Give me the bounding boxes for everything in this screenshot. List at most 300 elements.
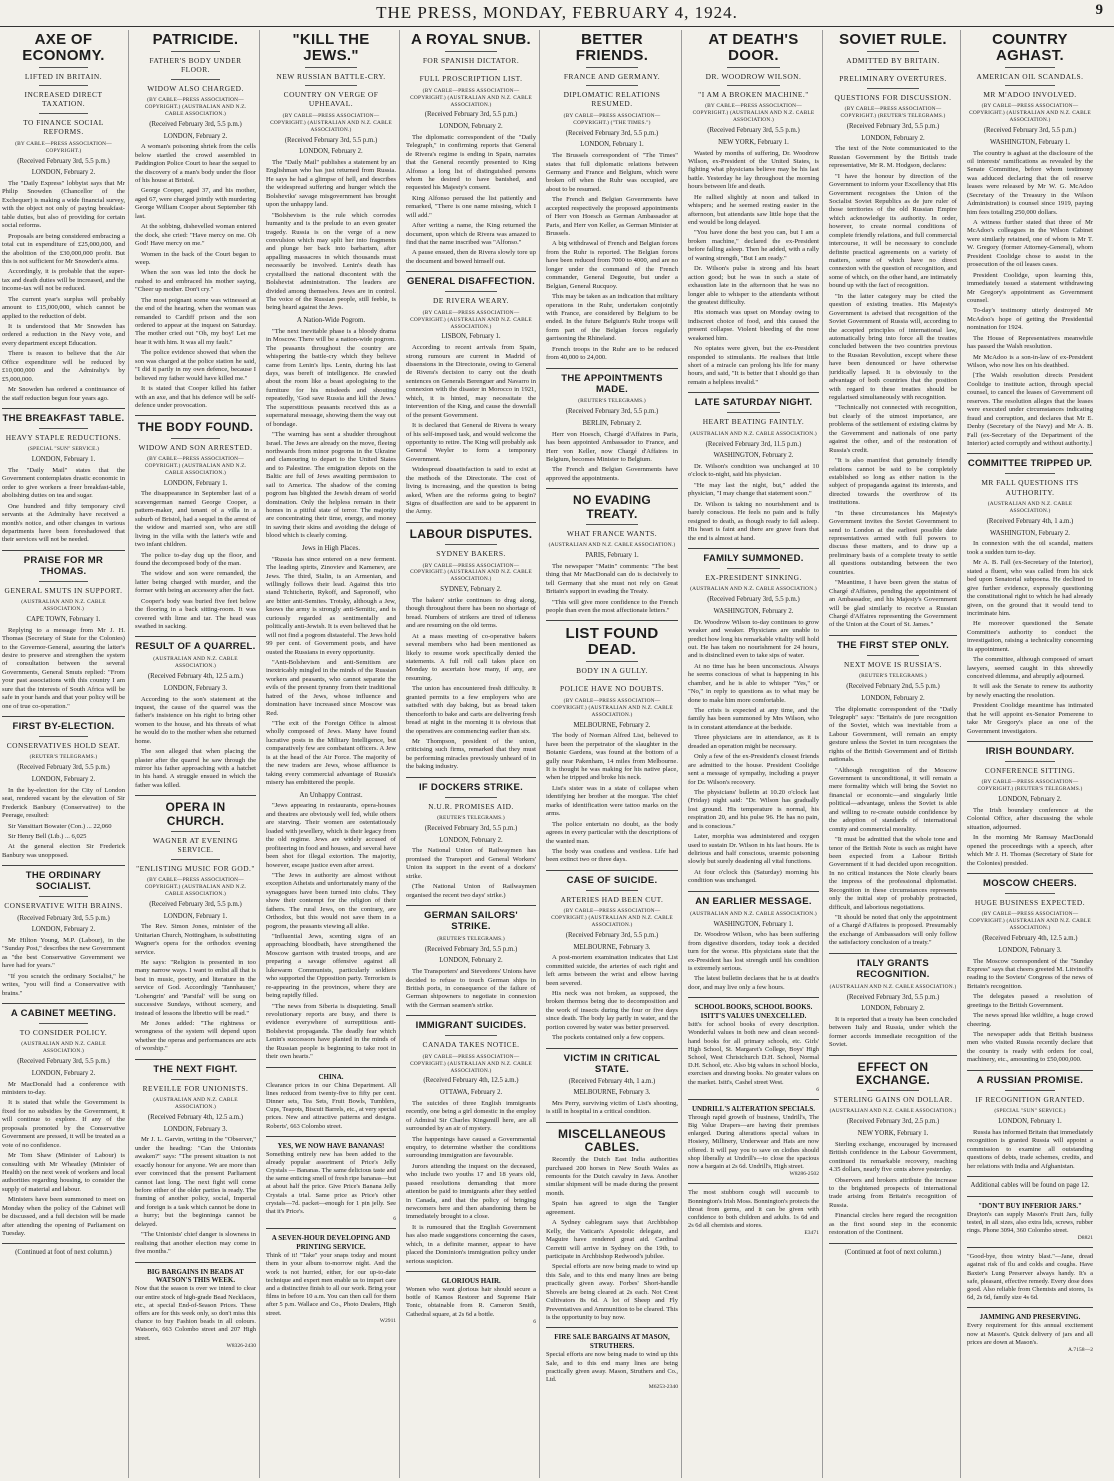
paragraph: Herr von Hoesch, Chargé d'Affaires in Paris, has been appointed Ambassador to France, and Herr von Keller, now Chargé d'Affaires in Belgium, becomes Minister to Belgium. — [546, 430, 678, 464]
ad-body: Drayton's can supply Mason's Fruit Jars, fully tested, in all sizes, also extra lids, screws, rubber rings. Phone 3094, 360 Colombo street. — [967, 1210, 1093, 1234]
deck-rule — [1005, 67, 1055, 68]
headline: LIST FOUND DEAD. — [565, 625, 659, 659]
received-time: (Received February 3rd, 5.5 p.m.) — [565, 408, 659, 416]
headline: PRAISE FOR MR THOMAS. — [23, 554, 104, 577]
ad-code: W8326-2430 — [226, 1342, 256, 1349]
wire-credit: (BY CABLE—PRESS ASSOCIATION—COPYRIGHT.) (REUTER'S TELEGRAMS.) — [840, 106, 946, 120]
subheadline: CONFERENCE SITTING. — [984, 766, 1076, 775]
deck-rule — [1005, 85, 1055, 86]
received-time: (Received February 3rd, 5.5 p.m.) — [707, 596, 800, 604]
headline: GENERAL DISAFFECTION. — [406, 276, 536, 288]
dateline: LONDON, February 1. — [580, 141, 644, 149]
article — [967, 741, 1093, 868]
article — [406, 522, 536, 772]
crosshead: A Nation-Wide Pogrom. — [296, 315, 366, 324]
paragraph: "The warning has sent a shudder throughout Israel. The Jews are already on the move, fleeing northwards from minor pogroms in the Ukraine and clamouring to depart to the United States and to Palestine. The emigration depots on the Baltic are full of Jews awaiting permission to sail to America. The shadow of the coming pogrom has blighted the Jewish dream of world domination. Only the helpless remain in their homes in a pitiful state of terror. The majority are concentrating their time, energy, and money in saving their skins and avoiding the deluge of blood which is clearly coming. — [266, 431, 396, 540]
ad-body: Special efforts are now being made to wind up this Sale, and to this end many lines are being practically given away. Mason, Struthers and Co., Ltd. — [546, 1351, 678, 1383]
wire-credit: (REUTER'S TELEGRAMS.) — [859, 673, 927, 680]
deck-rule — [171, 438, 219, 439]
paragraph: "Russia has since entered on a new ferment. The leading spirits, Zinoviev and Kamenev, are Jews. The third, Stalin, is an Armenian, and willingly follows their lead. Against this trio stand Tchitcherin, Rykoff, and Sapronoff, who are bitter anti-Semites. Trotsky, although a Jew, knows the army is strongly anti-Semitic, and is curiously regarded as sentimentally and politically anti-Jewish. It is even believed that he will not find a pogrom distasteful. The Jews hold 99 per cent. of Government posts, and have ousted the Russians in every opportunity. — [266, 555, 396, 656]
wire-credit: (REUTER'S TELEGRAMS.) — [437, 815, 505, 822]
deck-rule — [867, 88, 918, 89]
received-time: (Received February 4th, 1 a.m.) — [986, 518, 1074, 526]
received-time: (Received February 3rd, 5.5 p.m.) — [17, 764, 110, 772]
received-time: (Received February 3rd, 11.5 p.m.) — [705, 440, 802, 448]
paragraph: Proposals are being considered embracing a total cut in expenditure of £25,000,000, and the abolition of the £30,000,000 profit. But this is not sufficient for Mr Snowden's aims. — [2, 232, 125, 265]
deck-rule — [1005, 761, 1055, 762]
paragraph: He says: "Religion is presented in too many narrow ways. I want to enlist all that is best in music, poetry, and literature in the service of God. Accordingly 'Tannhauser,' 'Lohengrin' and 'Parsifal' will be sung on successive Sundays, without scenery, and instead of lessons the libretto will be read." — [135, 958, 256, 1017]
received-time: (Received February 3rd, 5.5 p.m.) — [846, 122, 940, 130]
crosshead: Jews in High Places. — [302, 543, 360, 552]
paragraph: Accordingly, it is probable that the super-tax and death duties will be increased, and the income-tax will not be reduced. — [2, 268, 125, 293]
column-1 — [2, 30, 129, 1478]
paragraph: The Brussels correspondent of "The Times" states that full diplomatic relations between Germany and France and Belgium, which were broken off when the Ruhr was occupied, are about to be resumed. — [546, 152, 678, 193]
paragraph: The current year's surplus will probably amount to £15,000,000, which cannot be applied to the reduction of debt. — [2, 295, 125, 320]
ad-title: FIRE SALE BARGAINS AT MASON, STRUTHERS. — [554, 1333, 670, 1351]
received-time: (Received February 4th, 1 a.m.) — [568, 1077, 656, 1085]
deck-rule — [727, 412, 779, 413]
ad-title: JAMMING AND PRESERVING. — [979, 1313, 1081, 1322]
paragraph: Only a few of the ex-President's closest friends are admitted to the house. President Coolidge sent a message of sympathy, including a prayer for Dr. Wilson's recovery. — [688, 753, 819, 786]
subheadline: PRELIMINARY OVERTURES. — [839, 74, 947, 84]
advertisement — [688, 1105, 819, 1178]
ad-title: SCHOOL BOOKS, SCHOOL BOOKS. ISITT'S VALUES UNEXCELLED. — [694, 1003, 813, 1021]
wire-credit: (REUTER'S TELEGRAMS.) — [437, 935, 505, 942]
advertisement — [135, 1268, 256, 1350]
deck-rule — [39, 428, 88, 429]
paragraph: To-day's testimony utterly destroyed Mr McAdoo's hope of getting the Presidential nomination for 1924. — [967, 307, 1093, 332]
subheadline: TO CONSIDER POLICY. — [19, 1027, 108, 1037]
dateline: LONDON, February 2. — [31, 776, 96, 784]
dateline: OTTAWA, February 2. — [439, 1089, 503, 1097]
paragraph: In the by-election for the City of London seat, rendered vacant by the elevation of Sir Frederick Banbury (Conservative) to the Peerage, resulted: — [2, 786, 125, 820]
headline: BETTER FRIENDS. — [575, 31, 649, 64]
paragraph: The disappearance in September last of a scavengerman named George Cooper, a pattern-maker, and tenant of a villa in a suburb of Bristol, had a sequel in the arrest of the widow and married son, who are still living in the villa with the latter's wife and two infant children. — [135, 490, 256, 549]
wire-credit: (SPECIAL "SUN" SERVICE.) — [994, 1108, 1066, 1115]
subheadline: CONSERVATIVE WITH BRAINS. — [4, 901, 123, 911]
column-5 — [546, 30, 682, 1478]
paragraph: Three physicians are in attendance, as it is dreaded an operation might be necessary. — [688, 734, 819, 750]
article-divider — [406, 522, 536, 523]
ad-body: Something entirely new has been added to the already popular assortment of Price's Jelly Crystals — Bananas. The same delicious taste and the same enticing smell of fresh ripe bananas—but at about half the price. Give Price's Banana Jelly Crystals a trial. Same price as Price's other crystals—7d. packet—enough for 1 pin jelly. See that it's Price's. — [266, 1150, 396, 1215]
article — [406, 777, 536, 900]
deck-rule — [586, 85, 639, 86]
paragraph: Widespread dissatisfaction is said to exist at the methods of the Directorate. The cost of living is increasing, and the question is being asked, When are the reforms going to begin? Signs of disaffection are said to be apparent in the Army. — [406, 466, 536, 516]
article-divider — [406, 905, 536, 906]
paragraph: His neck was not broken, as supposed, the broken thermos being due to decomposition and the work of insects during the four or five days since death. The body lay partly in water, and the portion covered by water was better preserved. — [546, 990, 678, 1031]
paragraph: "The next inevitable phase is a bloody drama in Moscow. There will be a nation-wide pogrom. The peasants throughout the country are whispering the battle-cry which they believe came from Lenin's lips. Lenin, during his last days, was bereft of intelligence. He crawled about the room like a beast apologising to the furniture for his misdeeds and shouting repeatedly, 'God save Russia and kill the Jews.' The superstitious peasants received this as a supernatural message, showing them the way out of bondage. — [266, 327, 396, 428]
deck-rule — [305, 67, 357, 68]
deck-rule — [586, 661, 639, 662]
deck-rule — [445, 544, 497, 545]
article — [829, 635, 957, 948]
paragraph: "I have the honour by direction of the Government to inform your Excellency that His Government recognises the Union of the Socialist Soviet Republics as de jure ruler of those territories of the old Russian Empire which acknowledge its authority. In order, however, to create normal conditions of complete friendly relations, and full commercial intercourse, it will be necessary to conclude definite practical agreements on a variety of matters, some of which have no direct connexion with the question of recognition, and some of which, on the other hand, are intimately bound up with the fact of recognition. — [829, 172, 957, 290]
deck-rule — [586, 524, 639, 525]
article — [406, 271, 536, 517]
subheadline: ARTERIES HAD BEEN CUT. — [560, 894, 664, 904]
received-time: (Received February 3rd, 2.5 p.m.) — [846, 1118, 940, 1126]
paragraph: "Bolshevism is the rule which corrodes humanity and is the prelude to an even greater tragedy. Russia is on the verge of a new convulsion which may split her into fragments and plunge her back into barbarism, after appalling massacres in which thousands must necessarily be involved. Lenin's death has crystallised the national discontent with the Bolshevist administration. The leaders are divided among themselves. Jews are in control. The voice of the Russian people, still feeble, is being heard against the Jews. — [266, 211, 396, 312]
paragraph: It is stated that Cooper killed his father with an axe, and that his defence will be self-defence under provocation. — [135, 385, 256, 409]
wire-credit: (BY CABLE—PRESS ASSOCIATION—COPYRIGHT.) (AUSTRALIAN AND N.Z. CABLE ASSOCIATION.) — [270, 112, 392, 133]
article-divider — [546, 368, 678, 369]
article — [2, 32, 125, 403]
subheadline: LIFTED IN BRITAIN. — [24, 71, 103, 81]
paragraph: The physicians' bulletin at 10.20 o'clock last (Friday) night said: "Dr. Wilson has gradually lost ground. His temperature is normal, his respiration 20, and his pulse 96. He has no pain, and is conscious." — [688, 788, 819, 830]
deck-rule — [867, 69, 918, 70]
article-divider — [406, 271, 536, 272]
article — [135, 32, 256, 410]
received-time: (Received February 4th, 12.5 a.m.) — [423, 1077, 519, 1085]
ad-body: Clearance prices in our China Department. All lines reduced from twenty-five to fifty per cent. Dinner sets, Tea Sets, Fruit Bowls, Tumblers, Cups, Teapots, Biscuit Barrels, etc., at very special prices. New and attractive patterns and designs. Roberts', 663 Colombo street. — [266, 1081, 396, 1130]
article-divider — [688, 548, 819, 549]
dateline: MELBOURNE, February 3. — [573, 943, 651, 951]
paragraph: The diplomatic correspondent of the "Daily Telegraph," in confirming reports that General de Rivera's regime is ending in Spain, narrates that the General recently presented to King Alfonso a long list of distinguished persons whom he desired to have banished, and requested his Majesty's consent. — [406, 133, 536, 192]
ad-code: A.7158—2 — [1067, 1346, 1093, 1353]
deck-rule — [867, 655, 918, 656]
subheadline: MR M'ADOO INVOLVED. — [983, 89, 1077, 99]
deck-rule — [171, 859, 219, 860]
paragraph: Later, morphia was administered and oxygen used to sustain Dr. Wilson in his last hours. He is delirious and half conscious, uraemic poisoning slowly but surely deadening all vital functions. — [688, 833, 819, 866]
paragraph: The son alleged that when placing the plaster after the quarrel he saw through the mirror his father approaching with a hatchet in his hand. A struggle ensued in which the father was killed. — [135, 748, 256, 789]
paragraph: Dr. Woodrow Wilson, who has been suffering from digestive disorders, today took a decided turn for the worse. His physicians state that the ex-President has lost strength until his condition is extremely serious. — [688, 931, 819, 973]
news-columns — [0, 30, 1112, 1478]
article-divider — [2, 1003, 125, 1004]
paragraph: One hundred and fifty temporary civil servants at the Admiralty have received a month's notice, and other changes in various departments have been foreshadowed that their services will not be needed. — [2, 502, 125, 544]
wire-credit: (BY CABLE—PRESS ASSOCIATION—COPYRIGHT.) (AUSTRALIAN AND N.Z. CABLE ASSOCIATION.) — [144, 456, 247, 476]
paragraph: It is understood that Mr Snowden has ordered a reduction in the Navy vote, and every department except Education. — [2, 323, 125, 347]
article — [2, 716, 125, 860]
wire-credit: (AUSTRALIAN AND N.Z. CABLE ASSOCIATION.) — [987, 501, 1073, 515]
deck-rule — [171, 51, 219, 52]
headline: THE FIRST STEP ONLY. — [836, 639, 950, 651]
paragraph: At the sobbing, dishevelled woman entered the dock, she cried: "Have mercy on me. Oh God! Have mercy on me." — [135, 223, 256, 248]
deck-rule — [727, 568, 779, 569]
received-time: (Received February 4th, 12.5 a.m.) — [147, 673, 244, 681]
article — [546, 488, 678, 615]
headline: A RUSSIAN PROMISE. — [976, 1074, 1084, 1086]
dateline: WASHINGTON, February 1. — [990, 138, 1070, 146]
column-2 — [135, 30, 260, 1478]
page-reference-note: Additional cables will be found on page 12. — [970, 1181, 1090, 1189]
subheadline: FATHER'S BODY UNDER FLOOR. — [149, 55, 242, 75]
deck-rule — [586, 679, 639, 680]
ad-code: 6 — [393, 1216, 396, 1223]
paragraph: "It must be admitted that the whole tone and tenor of the British Note is such as might have been expected from a Labour British Government if it had decided upon recognition. In no critical instances the Note clearly bears the impress of the professional diplomatist. Recognition in these circumstances represents only the initial step of probably protracted, difficult, and laborious negotiations. — [829, 836, 957, 911]
subheadline: EX-PRESIDENT SINKING. — [705, 572, 802, 582]
paragraph: The National Union of Railwaymen has promised the Transport and General Workers' Union its support in the event of a dockers' strike. — [406, 847, 536, 880]
paragraph: "He may last the night, but," added the physician, "I may change that statement soon." — [688, 481, 819, 498]
subheadline: DIPLOMATIC RELATIONS RESUMED. — [563, 89, 661, 109]
received-time: (Received February 3rd, 5.5 p.m.) — [149, 120, 242, 128]
paragraph: "In the latter category may be cited the question of existing treaties. His Majesty's Government is advised that recognition of the Soviet Government of Russia will, according to the accepted principles of international law, automatically bring into force all the treaties concluded between the two countries previous to the Russian Revolution, except where these have been denounced or have otherwise juridically lapsed. It is obviously to the advantage of both countries that the position with regard to these treaties should be regularised simultaneously with recognition. — [829, 292, 957, 402]
subheadline: MR FALL QUESTIONS ITS AUTHORITY. — [981, 478, 1079, 497]
paragraph: "The Unionists' chief danger is slowness in realising that another election may come in five months." — [135, 1231, 256, 1256]
advertisement — [266, 1073, 396, 1131]
ad-title: BIG BARGAINS IN BEADS AT WATSON'S THIS WEEK. — [147, 1267, 244, 1285]
headline: LATE SATURDAY NIGHT. — [694, 397, 813, 409]
received-time: (Received February 3rd, 5.5 p.m.) — [565, 129, 659, 137]
headline: NO EVADING TREATY. — [572, 493, 652, 521]
paragraph: Dr. Woodrow Wilson to-day continues to grow weaker and weaker. Physicians are unable to predict how long his remarkable vitality will hold out. He has taken no nourishment for 24 hours, and is disinclined even to take sips of water. — [688, 618, 819, 660]
paragraph: Mr Snowden has ordered a continuance of the staff reduction begun four years ago. — [2, 386, 125, 402]
column-8 — [967, 30, 1096, 1478]
deck-rule — [39, 67, 88, 68]
dateline: LONDON, February 3. — [163, 684, 228, 692]
paragraph: Mr Thompson, president of the union, criticising such firms, remarked that they must be performing miracles previously unheard of in the baking industry. — [406, 737, 536, 771]
paragraph: Observers and brokers attribute the increase to the brightened prospects of international trade arising from Britain's recognition of Russia. — [829, 1176, 957, 1209]
paragraph: Mr Hilton Young, M.P. (Labour), in the "Sunday Post," describes the new Government as "the best Conservative Government we have had for years." — [2, 936, 125, 970]
paragraph: The committee, although composed of smart lawyers, seemed caught in this shrewdly conceived dilemma, and abruptly adjourned. — [967, 656, 1093, 681]
page-number: 9 — [1095, 2, 1104, 18]
headline: FIRST BY-ELECTION. — [12, 721, 115, 733]
paragraph: [The Walsh resolution directs President Coolidge to institute action, through special counsel, to cancel the leases of Government oil reserves. The resolution alleges that the leases were executed under circumstances indicating fraud and corruption, and declares that Mr E. Denby (Secretary of the Navy) and Mr A. B. Fall (ex-Secretary of the Department of the Interior) acted corruptly and without authority.] — [967, 372, 1093, 447]
headline: EFFECT ON EXCHANGE. — [855, 1059, 931, 1087]
article-divider — [967, 741, 1093, 742]
headline: FAMILY SUMMONED. — [703, 552, 804, 564]
dateline: LONDON, February 2. — [439, 123, 503, 131]
ad-divider — [967, 1247, 1093, 1248]
deck-rule — [586, 67, 639, 68]
ad-title: A SEVEN-HOUR DEVELOPING AND PRINTING SERVICE. — [271, 1234, 391, 1252]
headline: A CABINET MEETING. — [10, 1008, 117, 1019]
paragraph: He rallied slightly at noon and talked in whispers; and he seemed resting easier in the afternoon, but attendants saw little hope that the end would be long delayed. — [688, 193, 819, 227]
subheadline: TO FINANCE SOCIAL REFORMS. — [23, 117, 104, 137]
dateline: LONDON, February 2. — [861, 1005, 925, 1013]
ad-divider — [266, 1136, 396, 1137]
dateline: WASHINGTON, February 1. — [713, 920, 794, 928]
article-divider — [406, 777, 536, 778]
wire-credit: (BY CABLE—PRESS ASSOCIATION—COPYRIGHT.) (AUSTRALIAN AND N.Z. CABLE ASSOCIATION.) — [410, 309, 532, 330]
paragraph: The House of Representatives meanwhile has passed the Walsh resolution. — [967, 334, 1093, 351]
ad-code: W8286-2502 — [789, 1171, 819, 1178]
article — [546, 368, 678, 484]
advertisement — [688, 1189, 819, 1237]
subheadline: FULL PROSCRIPTION LIST. — [419, 74, 523, 84]
dateline: BERLIN, February 2. — [582, 420, 642, 428]
article-divider — [2, 550, 125, 551]
dateline: LONDON, February 1. — [163, 912, 228, 920]
dateline: LONDON, February 2. — [299, 148, 363, 156]
deck-rule — [867, 1090, 918, 1091]
paragraph: The French and Belgian Governments have approved the appointments. — [546, 466, 678, 482]
wire-credit: (BY CABLE—PRESS ASSOCIATION—COPYRIGHT.) (AUSTRALIAN AND N.Z. CABLE ASSOCIATION.) — [692, 103, 815, 124]
paragraph: The Rev. Simon Jones, minister of the Unitarian Church, Nottingham, is substituting Wagner's opera for the orthodox evening service. — [135, 923, 256, 956]
dateline: LONDON, February 2. — [998, 796, 1062, 804]
ad-code: D8821 — [1077, 1235, 1093, 1242]
ad-body: Women who want glorious hair should secure a bottle of Kamos Restorer and Supreme Hair Tonic, obtainable from R. Cameron Smith, Cathedral square, at 2s 6d a bottle. — [406, 1286, 536, 1318]
ad-divider — [266, 1228, 396, 1229]
article-divider — [546, 1122, 678, 1123]
paragraph: A post-mortem examination indicates that List committed suicide, the arteries of each right and left arms between the wrist and elbow having been severed. — [546, 954, 678, 987]
paragraph: The Irish boundary conference at the Colonial Office, after discussing the whole situation, adjourned. — [967, 806, 1093, 831]
dateline: WASHINGTON, February 2. — [713, 452, 794, 460]
ad-body: Through rapid growth of business, Undrill's, The Big Value Drapers—are having their premises enlarged. During alterations special values in Hosiery, Millinery, Underwear and Hats are now offered. It will pay you to save on clothes should shop liberally at Undrill's—to close the spacious now a bargain at 2s 6d. Undrill's, High street. — [688, 1113, 819, 1170]
received-time: (Received February 3rd, 5.5 p.m.) — [424, 945, 518, 953]
paragraph: Wasted by months of suffering, Dr. Woodrow Wilson, ex-President of the United States, is fighting what physicians believe may be his last battle. Yesterday he lay throughout the morning hours between life and death. — [688, 149, 819, 191]
deck-rule — [727, 85, 779, 86]
paragraph: "It should be noted that only the appointment of a Chargé d'Affaires is proposed. Presumably the exchange of Ambassadors will only follow the satisfactory conclusion of a treaty." — [829, 914, 957, 947]
paragraph: There is reason to believe that the Air Office expenditure will be reduced by £10,000,000 and the Admiralty's by £5,000,000. — [2, 350, 125, 383]
received-time: (Received February 3rd, 5.5 p.m.) — [846, 993, 940, 1001]
paragraph: At the general election Sir Frederick Banbury was unopposed. — [2, 843, 125, 859]
paragraph: "You have done the best you can, but I am a broken machine," declared the ex-President before falling asleep. Then he added, with a rally of waning strength, "But I am ready." — [688, 229, 819, 262]
received-time: (Received February 3rd, 5.5 p.m.) — [17, 157, 110, 165]
headline: "KILL THE JEWS." — [292, 31, 370, 64]
dateline: LISBON, February 1. — [441, 333, 501, 341]
received-time: (Received February 4th, 12.5 a.m.) — [147, 1114, 244, 1121]
article-divider — [2, 408, 125, 409]
ad-title: UNDRILL'S ALTERATION SPECIALS. — [691, 1104, 816, 1113]
wire-credit: (BY CABLE—PRESS ASSOCIATION—COPYRIGHT.) (REUTER'S TELEGRAMS.) — [977, 779, 1083, 793]
wire-credit: (AUSTRALIAN AND N.Z. CABLE ASSOCIATION.) — [153, 656, 238, 670]
paragraph: The suicides of three English immigrants recently, one being a girl domestic in the employ of Admiral Sir Charles Kingsmill here, are all surrounded by an air of mystery. — [406, 1099, 536, 1133]
dateline: LONDON, February 2. — [31, 1069, 96, 1077]
ad-divider — [967, 1196, 1093, 1197]
paragraph: His stomach was upset on Monday owing to indiscreet choice of food, and this caused the present collapse. Violent bleeding of the nose weakened him. — [688, 309, 819, 342]
paragraph: A big withdrawal of French and Belgian forces from the Ruhr is reported. The Belgian forces have been reduced from 7000 to 4000, and are no longer under the command of the French commander, General Degoutte, but under a Belgian, General Rucquoy. — [546, 240, 678, 290]
article-divider — [2, 865, 125, 866]
paragraph: It is rumoured that the English Government has also made suggestions concerning the cases, which, in a definite manner, appear to have placed the Dominion's immigration policy under serious suspicion. — [406, 1223, 536, 1265]
dateline: LONDON, February 3. — [998, 946, 1062, 954]
article — [967, 1070, 1093, 1171]
dateline: WASHINGTON, February 2. — [713, 607, 794, 615]
paragraph: The crisis is expected at any time, and the family has been summoned by Mrs Wilson, who is in constant attendance at the bedside. — [688, 707, 819, 731]
article — [546, 1122, 678, 1323]
paragraph: "Although recognition of the Moscow Government is unconditional, it will remain a mere formality which will bring the Soviet no financial or economic—and singularly little political—advantage, unless the Soviet is able and willing to re-create outside confidence by the adoption of standards of international comity and commercial morality. — [829, 766, 957, 833]
continued-note: (Continued at foot of next column.) — [15, 1249, 112, 1257]
paragraph: Recently the Dutch East India authorities purchased 200 horses in New South Wales as remounts for the Dutch cavalry in Java. Another similar shipment will be made during the present month. — [546, 1156, 678, 1197]
ad-body: Now that the season is over we intend to clear our entire stock of high-grade Bead Necklaces, etc., at special End-of-Season Prices. These offers are for this week only, so don't miss this chance to buy Fashion beads in all colours. Watson's, 663 Colombo street and 207 High street. — [135, 1285, 256, 1342]
wire-credit: (AUSTRALIAN AND N.Z. CABLE ASSOCIATION.) — [153, 1097, 238, 1111]
ad-body: The most stubborn cough will succumb to Bonnington's Irish Moss. Bonnington's protects the throat from germs, and it can be given with confidence to both children and adults. 1s 6d and 2s 6d all chemists and stores. — [688, 1189, 819, 1230]
paragraph: Russia has informed Britain that immediately recognition is granted Russia will appoint a commission to examine all outstanding questions of debts, trade schemes, credits, and her relations with India and Afghanistan. — [967, 1128, 1093, 1170]
article-divider — [546, 870, 678, 871]
dateline: LONDON, February 1. — [163, 479, 228, 487]
wire-credit: (BY CABLE—PRESS ASSOCIATION—COPYRIGHT.) (AUSTRALIAN AND N.Z. CABLE ASSOCIATION.) — [969, 911, 1091, 932]
paragraph: "Jews appearing in restaurants, opera-houses and theatres are obviously well fed, while others are starving. Their women are ostentatiously loaded with jewellery, which is their legacy from the old regime. Jews are widely accused of profiteering in food and houses, and several have been shot for illegal extortion. The majority, however, escape justice even after arrest. — [266, 802, 396, 869]
subheadline: N.U.R. PROMISES AID. — [428, 801, 514, 811]
subheadline: ADMITTED BY BRITAIN. — [846, 55, 940, 65]
paragraph: Sir Henry Bell (Lib.) ... 6,025 — [8, 832, 87, 840]
headline: VICTIM IN CRITICAL STATE. — [563, 1052, 661, 1075]
paragraph: The Moscow correspondent of the "Sunday Express" says that cheers greeted M. Litvinoff's reading to the Soviets' Congress of the news of Britain's recognition. — [967, 957, 1093, 990]
wire-credit: (BY CABLE—PRESS ASSOCIATION—COPYRIGHT.) — [15, 140, 112, 154]
subheadline: WAGNER AT EVENING SERVICE. — [152, 835, 239, 855]
advertisement — [967, 1253, 1093, 1302]
paragraph: George Cooper, aged 37, and his mother, aged 67, were charged jointly with murdering George William Cooper about September 6th last. — [135, 187, 256, 220]
deck-rule — [39, 896, 88, 897]
dateline: NEW YORK, February 1. — [857, 1130, 929, 1138]
paragraph: Jurors attending the inquest on the deceased, who include two youths 17 and 18 years old, passed resolutions demanding that more attention be paid to immigrants after they settled in Canada, and that the policy of bringing newcomers here and then abandoning them be immediately brought to a close. — [406, 1162, 536, 1221]
paragraph: The happenings have caused a Governmental enquiry, to determine whether the conditions surrounding immigration are favourable. — [406, 1135, 536, 1160]
article — [2, 408, 125, 545]
advertisement — [546, 1333, 678, 1391]
headline: SOVIET RULE. — [839, 31, 947, 48]
subheadline: "ENLISTING MUSIC FOR GOD." — [136, 863, 255, 873]
received-time: (Received February 3rd, 5.5 p.m.) — [983, 127, 1077, 135]
dateline: MELBOURNE, February 3. — [573, 1089, 651, 1097]
article-divider — [546, 620, 678, 621]
paragraph: The police evidence showed that when the son was charged at the police station he said, "I did it partly in my own defence, because I believed my father would have killed me." — [135, 349, 256, 382]
wire-credit: (REUTER'S TELEGRAMS.) — [578, 398, 646, 405]
paragraph: It is stated that while the Government is fixed for no subsidies by the Government, it will continue to explore. If any of the proposals promoted by the Conservative Government are pressed, it will be treated as a vote of no confidence. — [2, 1099, 125, 1149]
dateline: MELBOURNE, February 2. — [573, 721, 651, 729]
headline: LABOUR DISPUTES. — [409, 526, 533, 541]
paragraph: The most poignant scene was witnessed at the end of the hearing, when the woman was remanded to Cardiff prison and the son ordered to appear at the inquest on Saturday. The mother cried out "Oh, my boy! Let me hear it with him. It was all my fault." — [135, 296, 256, 346]
headline: COMMITTEE TRIPPED UP. — [967, 458, 1093, 470]
article-divider — [967, 873, 1093, 874]
deck-rule — [1005, 1090, 1055, 1091]
masthead — [0, 0, 1114, 27]
paragraph: "Technically not connected with recognition, but clearly of the utmost importance, are problems of the settlement of existing claims by the Government and nationals of one party against the other, and of the restoration of Russia's credit. — [829, 404, 957, 454]
article — [135, 1059, 256, 1257]
subheadline: FOR SPANISH DICTATOR. — [422, 55, 520, 65]
column-6 — [688, 30, 823, 1478]
ad-body: Think of it! "Take" your snaps today and mount them in your album to-morrow night. And the work is not hurried, either, for our up-to-date technique and expert men enable us to impart care and a distinctive finish to all our work. Bring your films in before 10 a.m. You can then call for them after 5 p.m. Wallace and Co., Photo Dealers, High street. — [266, 1252, 396, 1317]
headline: PATRICIDE. — [152, 31, 239, 48]
paragraph: The Transporters' and Stevedores' Unions have decided to refuse to touch German ships in British ports, in consequence of the failure of German shipowners to negotiate in connexion with the German seamen's strike. — [406, 968, 536, 1009]
paragraph: A Sydney cablegram says that Archbishop Kelly, the Vatican's Apostolic delegate, and Maguire have rendered great aid. Cardinal Cerretti will arrive in Sydney on the 19th, to participate in Archbishop Redwood's jubilee. — [546, 1219, 678, 1260]
crosshead: An Unhappy Contrast. — [299, 790, 363, 799]
headline: THE NEXT FIGHT. — [153, 1063, 238, 1075]
article — [2, 550, 125, 711]
deck-rule — [171, 1079, 219, 1080]
subheadline: WIDOW ALSO CHARGED. — [147, 83, 244, 93]
ad-body: Isitt's for school books of every description. Wonderful values in both new and clean second-hand books for all primary schools, etc. Girls' High School, St. Margaret's College, Boys' High School, West Christchurch D.H. School, Normal D.H. School, etc. Also big values in school blocks, exercises and drawing books. No greater values on the market. Isitt's, Cashel street West. — [688, 1021, 819, 1086]
subheadline: COUNTRY ON VERGE OF UPHEAVAL. — [283, 89, 379, 109]
paragraph: This may be taken as an indication that military operations in the Ruhr, undertaken conjointly with France, are considered by Belgium to be ended. In the future Belgium's Ruhr troops will form part of the Belgian forces regularly garrisoning the Rhineland. — [546, 293, 678, 343]
paragraph: The newspaper "Matin" comments: "The best thing that Mr MacDonald can do is decisively to tell Germany that she must not rely on Great Britain's support in evading the Treaty. — [546, 562, 678, 596]
continued-note: (Continued at foot of next column.) — [844, 1248, 942, 1256]
wire-credit: (BY CABLE—PRESS ASSOCIATION—COPYRIGHT.) (AUSTRALIAN AND N.Z. CABLE ASSOCIATION.) — [410, 87, 532, 108]
received-time: (Received February 3rd, 5.5 p.m.) — [424, 825, 518, 832]
deck-rule — [1005, 893, 1055, 894]
article-divider — [2, 716, 125, 717]
article-divider — [829, 635, 957, 636]
article — [135, 636, 256, 790]
dateline: LONDON, February 2. — [861, 694, 925, 702]
footer-divider — [2, 1243, 125, 1244]
paragraph: The news spread like wildfire, a huge crowd cheering. — [967, 1012, 1093, 1028]
received-time: (Received February 3rd, 5.5 p.m.) — [149, 900, 242, 908]
headline: THE BREAKFAST TABLE. — [2, 412, 125, 424]
paragraph: The "Daily Mail" publishes a statement by an Englishman who has just returned from Russia. He says he had a glimpse of hell, and describes the widespread suffering and hunger which the Bolsheviks' savage misgovernment has brought upon the unhappy land. — [266, 159, 396, 209]
article — [688, 548, 819, 886]
paragraph: According to recent arrivals from Spain, strong rumours are current in Madrid of dissensions in the Directorate, owing to General de Rivera's decision to carry out the death sentences on Generals Berenguer and Navarro in connexion with the disaster in Morocco in 1921, which, it is hinted, may necessitate the intervention of the King, and cause the downfall of the present Government. — [406, 344, 536, 419]
subheadline: IF RECOGNITION GRANTED. — [975, 1094, 1085, 1104]
deck-rule — [171, 831, 219, 832]
article — [546, 32, 678, 363]
article-divider — [135, 1059, 256, 1060]
paragraph: After writing a name, the King returned the document, upon which de Rivera was amazed to find that the name inscribed was "Alfonso." — [406, 222, 536, 247]
subheadline: DR. WOODROW WILSON. — [705, 71, 802, 81]
deck-rule — [445, 797, 497, 798]
wire-credit: (BY CABLE—PRESS ASSOCIATION—COPYRIGHT.) (AUSTRALIAN AND N.Z. CABLE ASSOCIATION.) — [410, 562, 532, 583]
paragraph: Cooper's body was buried five feet below the flooring in a back sitting-room. It was covered with lime and tar. The head was swathed in sacking. — [135, 597, 256, 630]
subheadline: AMERICAN OIL SCANDALS. — [976, 71, 1084, 81]
wire-credit: (AUSTRALIAN AND N.Z. CABLE ASSOCIATION.) — [690, 586, 817, 593]
wire-credit: (BY CABLE—PRESS ASSOCIATION—COPYRIGHT.) (AUSTRALIAN AND N.Z. CABLE ASSOCIATION.) — [144, 877, 247, 897]
deck-rule — [445, 1035, 497, 1036]
ad-code: E3471 — [804, 1230, 819, 1237]
ad-divider — [688, 1099, 819, 1100]
received-time: (Received February 3rd, 5.5 p.m.) — [17, 914, 110, 922]
headline: THE ORDINARY SOCIALIST. — [25, 870, 102, 893]
received-time: (Received February 3rd, 5.5 p.m.) — [707, 127, 800, 135]
wire-credit: (BY CABLE—PRESS ASSOCIATION—COPYRIGHT.) (AUSTRALIAN AND N.Z. CABLE ASSOCIATION.) — [410, 1053, 532, 1074]
headline: OPERA IN CHURCH. — [165, 800, 226, 828]
